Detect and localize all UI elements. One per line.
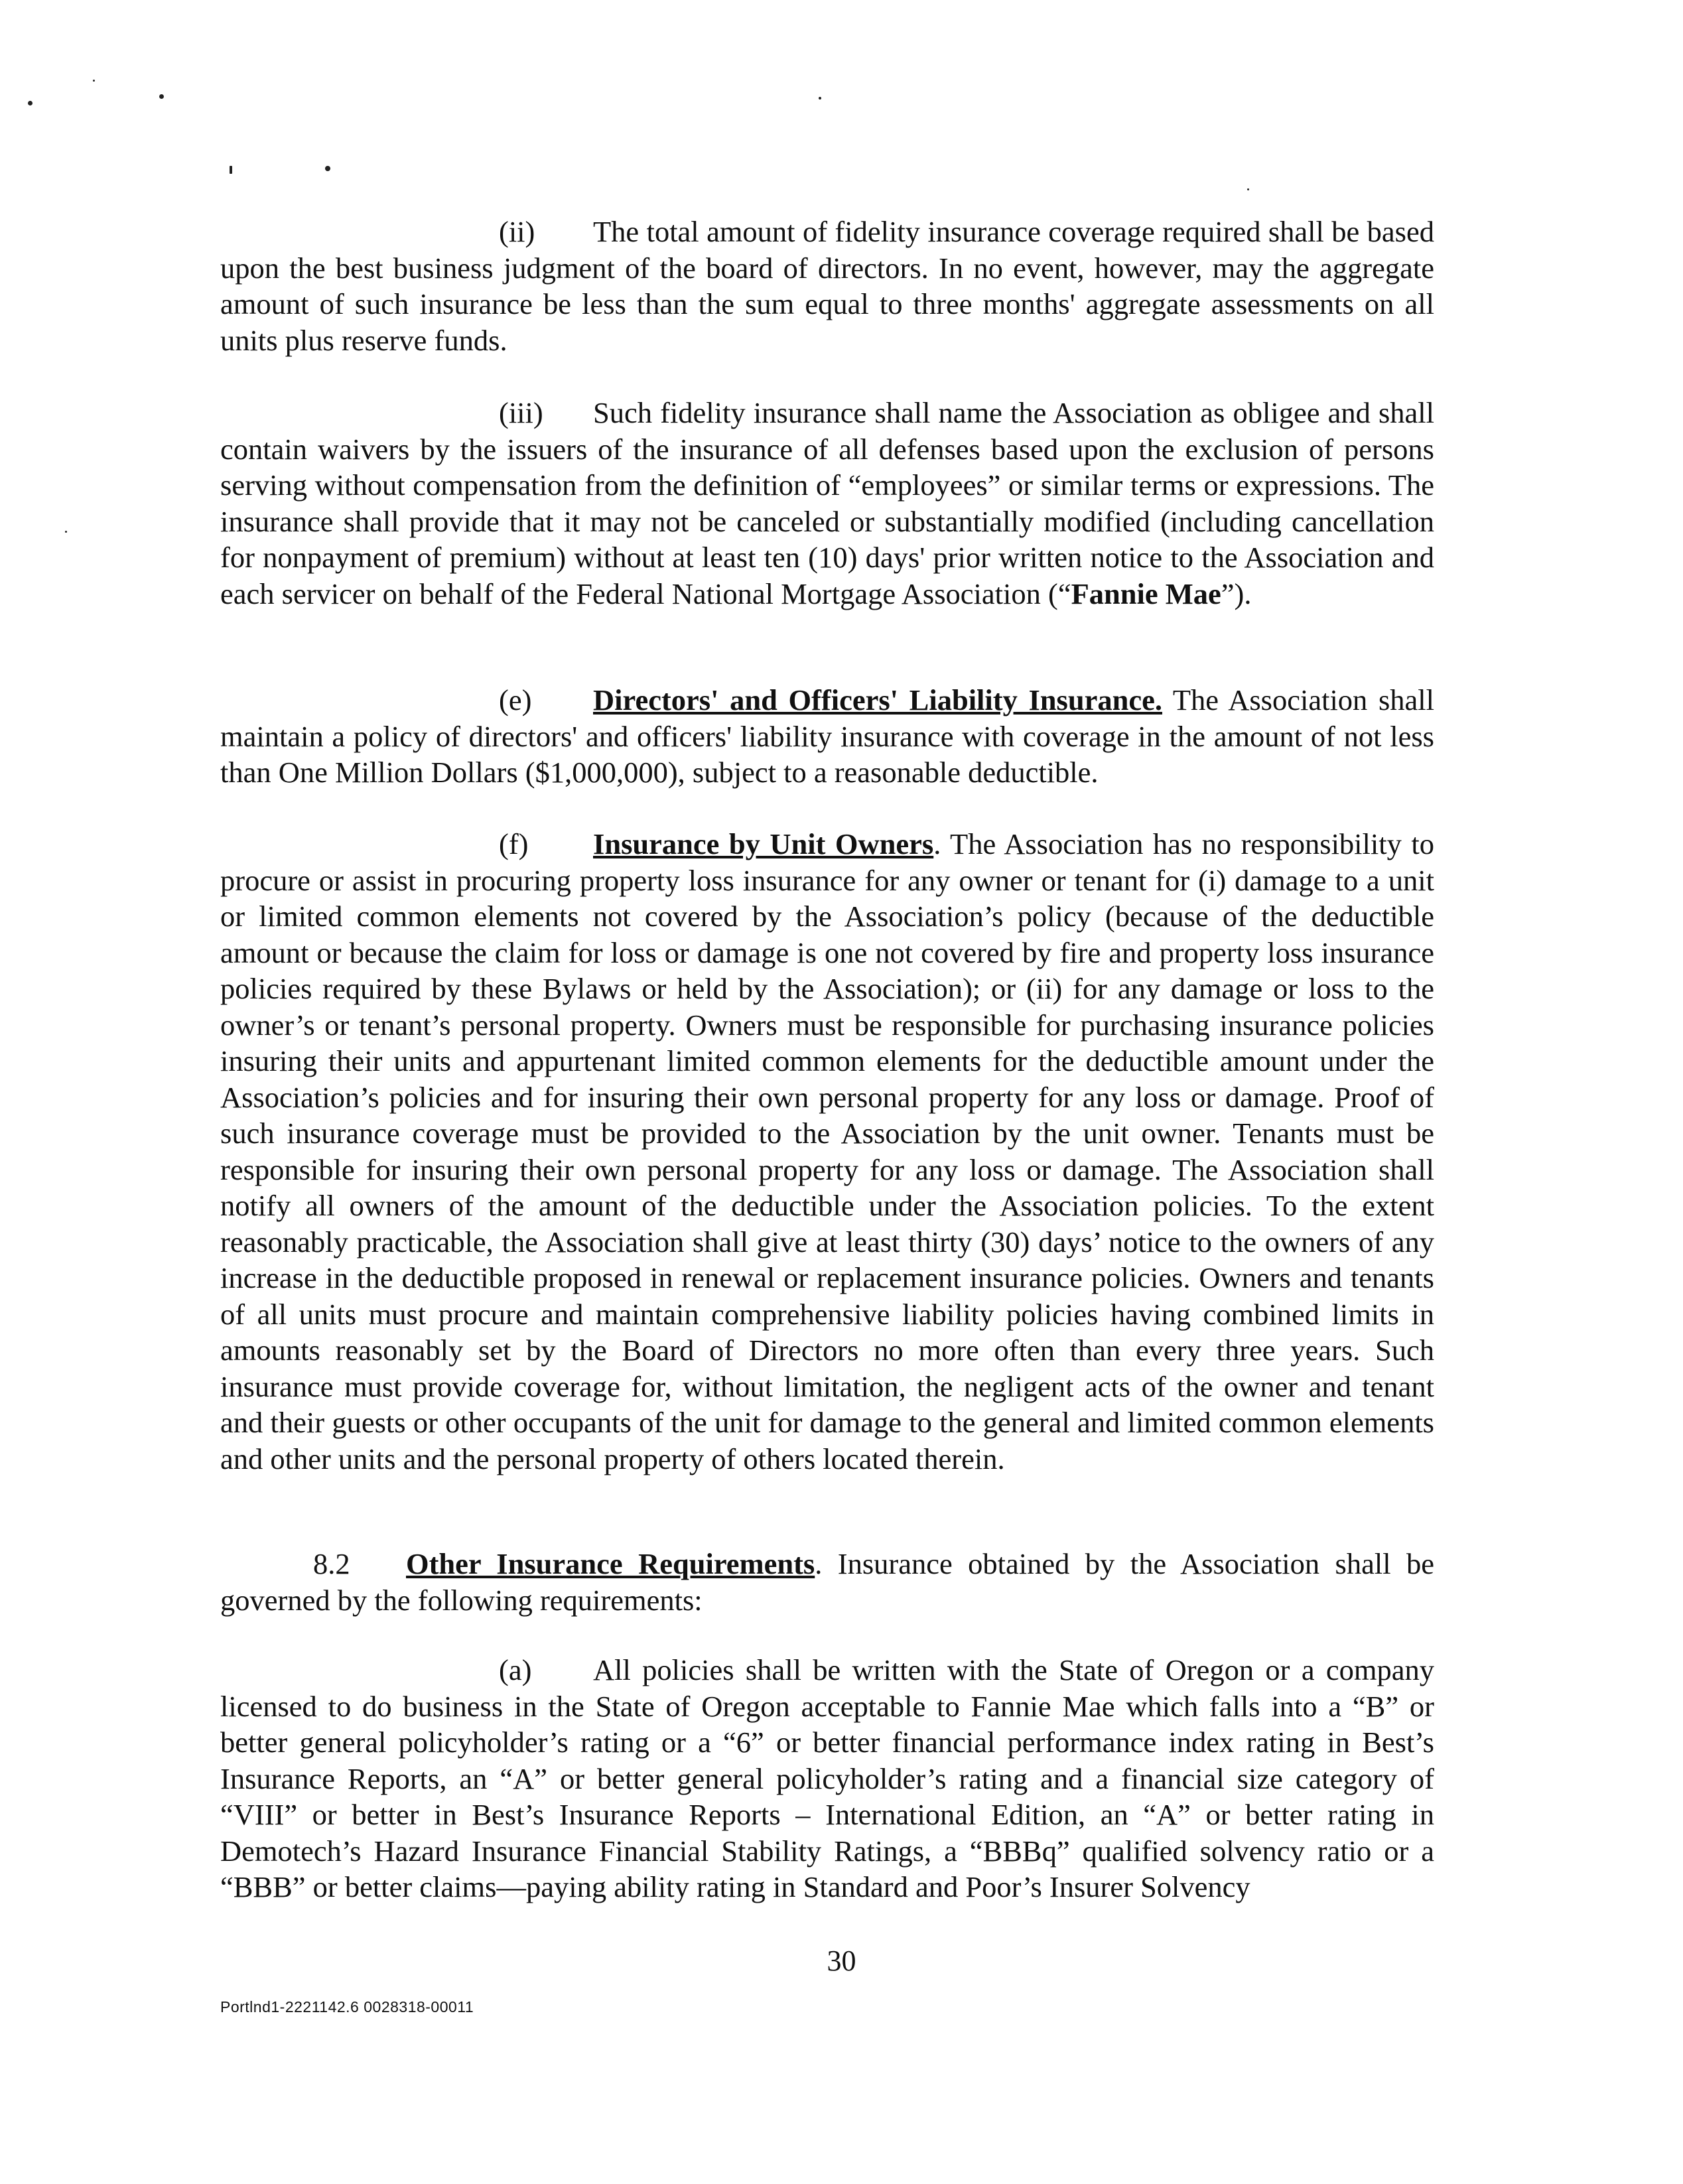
paragraph-number: (a) <box>499 1653 532 1686</box>
paragraph-fidelity-iii <box>220 395 1434 612</box>
paragraph-number: (iii) <box>499 396 543 429</box>
scan-speck <box>65 531 67 533</box>
paragraph-text: All policies shall be written with the State of Oregon or a company licensed to do business in the State of Oregon acceptable to Fannie Mae which falls into a “B” or better general policyholder’s rating or a “6” or better financial performance index rating in Best’s Insurance Reports, an “A” or better general policyholder’s rating and a financial size category of “VIII” or better in Best’s Insurance Reports – International Edition, an “A” or better rating in Demotech’s Hazard Insurance Financial Stability Ratings, a “BBBq” qualified solvency ratio or a “BBB” or better claims—paying ability rating in Standard and Poor’s Insurer Solvency <box>220 1653 1434 1903</box>
paragraph-f-unit-owners <box>220 826 1434 1477</box>
section-number: 8.2 <box>313 1547 350 1580</box>
paragraph-number: (e) <box>499 683 532 717</box>
scan-speck <box>159 94 164 99</box>
paragraph-heading: Insurance by Unit Owners <box>593 827 934 860</box>
paragraph-number: (ii) <box>499 215 535 248</box>
scan-speck <box>1247 188 1249 190</box>
section-8-2 <box>220 1546 1434 1618</box>
scan-speck <box>93 80 95 82</box>
section-heading: Other Insurance Requirements <box>406 1547 815 1580</box>
paragraph-text: . The Association has no responsibility to procure or assist in procuring property loss insurance for any owner or tenant for (i) damage to a unit or limited common elements not covered by the Association’s policy (because of the deductible amount or because the claim for loss or damage is one not covered by fire and property loss insurance policies required by these Bylaws or held by the Association); or (ii) for any damage or loss to the owner’s or tenant’s personal property. Owners must be responsible for purchasing insurance policies insuring their units and appurtenant limited common elements for the deductible amount under the Association’s policies and for insuring their own personal property for any loss or damage. Proof of such insurance coverage must be provided to the Association by the unit owner. Tenants must be responsible for insuring their own personal property for any loss or damage. The Association shall notify all owners of the amount of the deductible under the Association policies. To the extent reasonably practicable, the Association shall give at least thirty (30) days’ notice to the owners of any increase in the deductible proposed in renewal or replacement insurance policies. Owners and tenants of all units must procure and maintain comprehensive liability policies having combined limits in amounts reasonably set by the Board of Directors no more often than every three years. Such insurance must provide coverage for, without limitation, the negligent acts of the owner and tenant and their guests or other occupants of the unit for damage to the general and limited common elements and other units and the personal property of others located therein. <box>220 827 1434 1475</box>
defined-term-fannie-mae: Fannie Mae <box>1071 577 1221 610</box>
paragraph-heading: Directors' and Officers' Liability Insurance. <box>593 683 1162 717</box>
footer-document-id: Portlnd1-2221142.6 0028318-00011 <box>220 1998 474 2015</box>
section-text: . Insurance obtained by the Association shall be governed by the following requirements: <box>220 1547 1435 1617</box>
paragraph-text-end: ”). <box>1221 577 1252 610</box>
page-number: 30 <box>827 1945 856 1977</box>
scan-speck <box>819 97 821 100</box>
scan-speck <box>325 166 330 171</box>
paragraph-number: (f) <box>499 827 529 860</box>
paragraph-e-directors-officers <box>220 682 1434 791</box>
scan-speck <box>28 101 33 105</box>
paragraph-text: Such fidelity insurance shall name the Association as obligee and shall contain waivers by the issuers of the insurance of all defenses based upon the exclusion of persons serving without compensation from the definition of “employees” or similar terms or expressions. The insurance shall provide that it may not be canceled or substantially modified (including cancellation for nonpayment of premium) without at least ten (10) days' prior written notice to the Association and each servicer on behalf of the Federal National Mortgage Association (“ <box>220 396 1434 610</box>
scan-speck <box>230 166 232 174</box>
paragraph-text: The Association shall maintain a policy of directors' and officers' liability insurance with coverage in the amount of not less than One Million Dollars ($1,000,000), subject to a reasonable deductible. <box>220 683 1434 789</box>
paragraph-fidelity-ii <box>220 214 1434 358</box>
paragraph-text: The total amount of fidelity insurance coverage required shall be based upon the best business judgment of the board of directors. In no event, however, may the aggregate amount of such insurance be less than the sum equal to three months' aggregate assessments on all units plus reserve funds. <box>220 215 1434 357</box>
paragraph-a-policies <box>220 1652 1434 1905</box>
